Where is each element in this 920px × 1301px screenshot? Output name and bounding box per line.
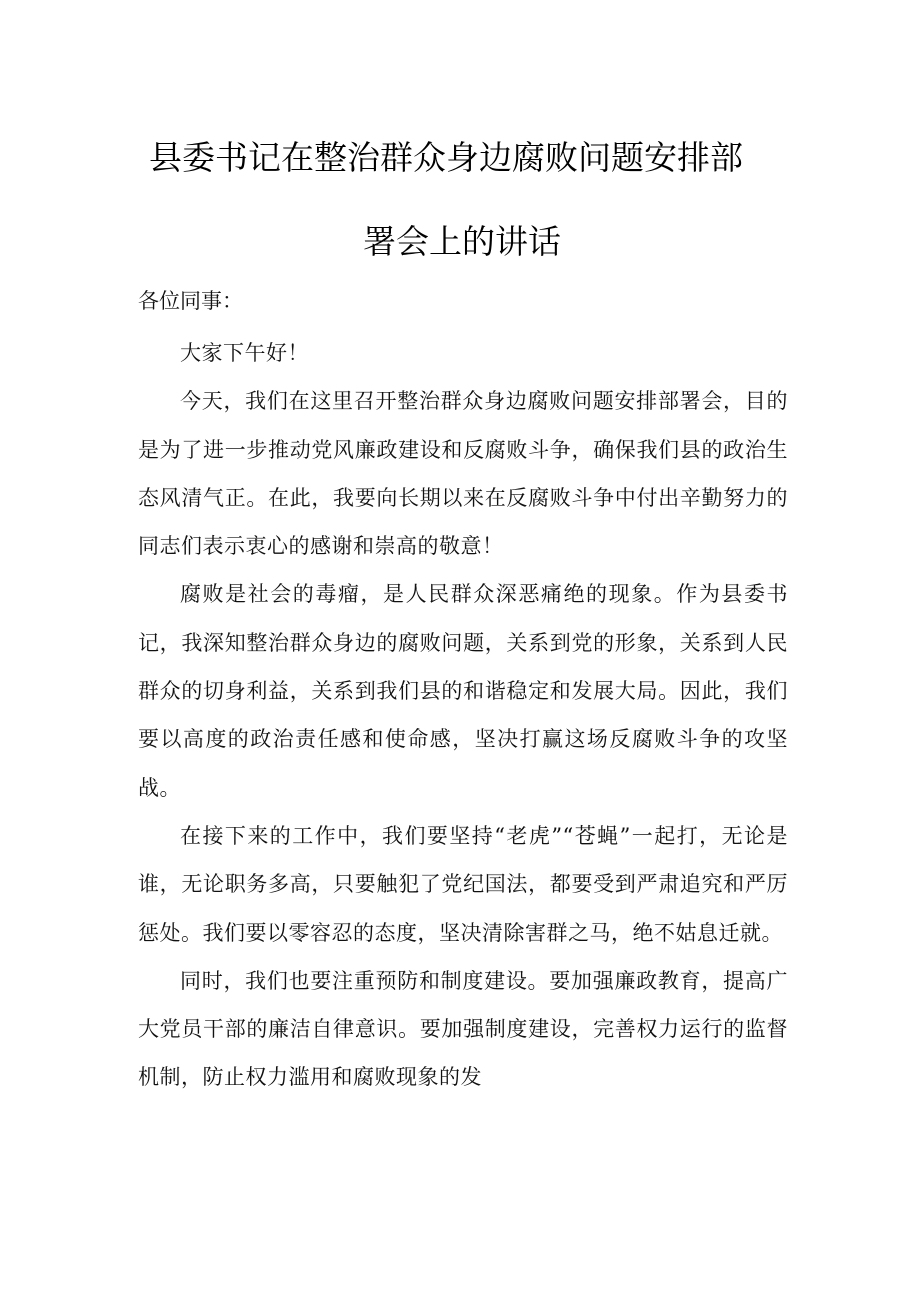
paragraph-prevention: 同时，我们也要注重预防和制度建设。要加强廉政教育，提高广大党员干部的廉洁自律意识。要加强制度建设，完善权力运行的监督机制，防止权力滥用和腐败现象的发 — [138, 968, 788, 1090]
salutation: 各位同事： — [138, 289, 243, 313]
paragraph-corruption: 腐败是社会的毒瘤，是人民群众深恶痛绝的现象。作为县委书记，我深知整治群众身边的腐败问题，关系到党的形象，关系到人民群众的切身利益，关系到我们县的和谐稳定和发展大局。因此，我们要以高度的政治责任感和使命感，坚决打赢这场反腐败斗争的攻坚战。 — [138, 582, 788, 800]
paragraph-greeting: 大家下午好！ — [180, 341, 309, 365]
document-title-line-2: 署会上的讲话 — [363, 222, 561, 261]
paragraph-enforcement: 在接下来的工作中，我们要坚持“老虎”“苍蝇”一起打，无论是谁，无论职务多高，只要触犯了党纪国法，都要受到严肃追究和严厉惩处。我们要以零容忍的态度，坚决清除害群之马，绝不姑息迁就。 — [138, 823, 788, 945]
document-title-line-1: 县委书记在整治群众身边腐败问题安排部 — [149, 138, 743, 177]
paragraph-opening: 今天，我们在这里召开整治群众身边腐败问题安排部署会，目的是为了进一步推动党风廉政建设和反腐败斗争，确保我们县的政治生态风清气正。在此，我要向长期以来在反腐败斗争中付出辛勤努力的同志们表示衷心的感谢和崇高的敬意！ — [138, 389, 788, 559]
document-body — [138, 329, 788, 1102]
